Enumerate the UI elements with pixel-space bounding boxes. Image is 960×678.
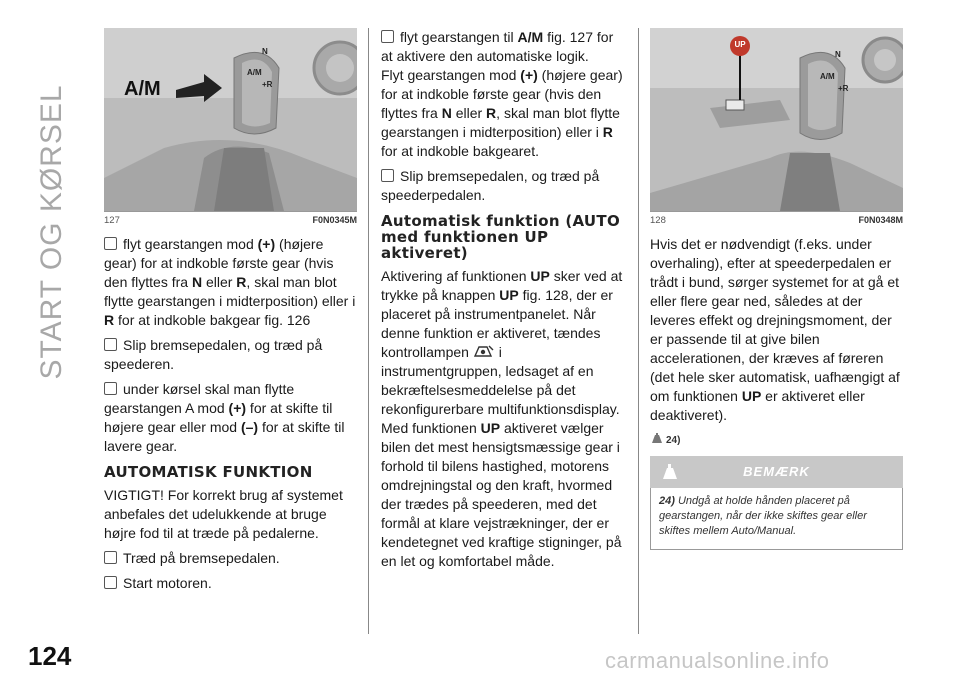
checkbox-icon	[104, 382, 117, 395]
knob-label-am: A/M	[820, 72, 835, 81]
up-badge: UP	[734, 40, 746, 49]
hand-warning-icon	[650, 431, 664, 445]
note-title: BEMÆRK	[743, 464, 810, 479]
bullet-release-brake-2: Slip bremsepedalen, og træd på speederpedalen.	[381, 168, 600, 203]
column-divider	[638, 28, 639, 634]
dashboard-up-button-illustration	[650, 28, 903, 211]
paragraph-up-function: Aktivering af funktionen UP sker ved at trykke på knappen UP fig. 128, der er placeret på instrumentpanelet. Når denne funktion er aktiveret, tændes kontrollampen i instrumentgruppen, ledsaget af en bekræftelsesmeddelelse på det rekonfigurerbare multifunktionsdisplay. Med funktionen UP aktiveret vælger bilen det mest hensigtsmæssige gear i forhold til bilens hastighed, motorens omdrejningstal og den kraft, hvormed der trædes på speederen, med det formål at klare vejstrækninger, der er kendetegnet ved kraftige stigninger, på en let og komfortabel måde.	[381, 268, 623, 569]
bullet-press-brake: Træd på bremsepedalen.	[104, 549, 357, 568]
watermark: carmanualsonline.info	[605, 648, 830, 673]
checkbox-icon	[104, 576, 117, 589]
important-paragraph: VIGTIGT! For korrekt brug af systemet anbefales det udelukkende at bruge højre fod til at træde på pedalerne.	[104, 487, 343, 541]
knob-label-n: N	[262, 47, 268, 56]
figure-127-caption	[104, 211, 357, 229]
page-number: 124	[28, 641, 72, 671]
knob-label-am: A/M	[247, 68, 262, 77]
paragraph-shift-plus: Flyt gearstangen mod (+) (højere gear) for at indkoble første gear (hvis den flyttes fra N eller R, skal man blot flytte gearstangen i midterposition) eller i R for at indkoble bakgearet.	[381, 67, 623, 159]
figure-code: F0N0345M	[312, 215, 357, 225]
figure-128	[650, 28, 903, 211]
note-text: Undgå at holde hånden placeret på gearstangen, når der ikke skiftes gear eller skiftes mellem Auto/Manual.	[659, 495, 867, 537]
note-box	[650, 456, 903, 550]
figure-label-am: A/M	[124, 78, 161, 100]
figure-128-caption	[650, 211, 903, 229]
figure-127	[104, 28, 357, 211]
bullet-release-brake: Slip bremsepedalen, og træd på speederen.	[104, 337, 323, 372]
figure-number: 127	[104, 215, 120, 226]
column-2	[381, 28, 626, 577]
bullet-move-to-am: flyt gearstangen til A/M fig. 127 for at aktivere den automatiske logik.	[381, 29, 614, 64]
note-body	[650, 488, 903, 550]
column-divider	[368, 28, 369, 634]
checkbox-icon	[381, 169, 394, 182]
bullet-while-driving: under kørsel skal man flytte gearstangen A mod (+) for at skifte til højere gear eller mod (–) for at skifte til lavere gear.	[104, 381, 345, 454]
column-1	[104, 28, 357, 599]
knob-label-r: +R	[838, 84, 849, 93]
section-heading-automatic: AUTOMATISK FUNKTION	[104, 463, 313, 481]
section-heading-auto-up: Automatisk funktion (AUTO med funktionen UP aktiveret)	[381, 212, 620, 262]
bullet-start-engine: Start motoren.	[104, 574, 357, 593]
checkbox-icon	[104, 551, 117, 564]
checkbox-icon	[104, 237, 117, 250]
checkbox-icon	[104, 338, 117, 351]
note-number: 24)	[659, 495, 675, 507]
paragraph-kickdown: Hvis det er nødvendigt (f.eks. under overhaling), efter at speederpedalen er trådt i bund, sørger systemet for at gå et eller flere gear ned, således at der leveres effekt og drejningsmoment, der er passende til at give bilen accelerationen, der kræves af føreren (det hele sker automatisk, uafhængigt af om funktionen UP er aktiveret eller deaktiveret).	[650, 236, 900, 423]
figure-number: 128	[650, 215, 666, 226]
column-3	[650, 28, 903, 550]
warning-lamp-icon	[473, 344, 495, 358]
knob-label-r: +R	[262, 80, 273, 89]
note-reference: 24)	[650, 431, 903, 446]
checkbox-icon	[381, 30, 394, 43]
figure-code: F0N0348M	[858, 215, 903, 225]
note-header	[650, 456, 903, 488]
gear-lever-illustration	[104, 28, 357, 211]
knob-label-n: N	[835, 50, 841, 59]
bullet-shift-plus: flyt gearstangen mod (+) (højere gear) for at indkoble første gear (hvis den flyttes fra N eller R, skal man blot flytte gearstangen i midterposition) eller i R for at indkoble bakgear fig. 126	[104, 236, 356, 328]
